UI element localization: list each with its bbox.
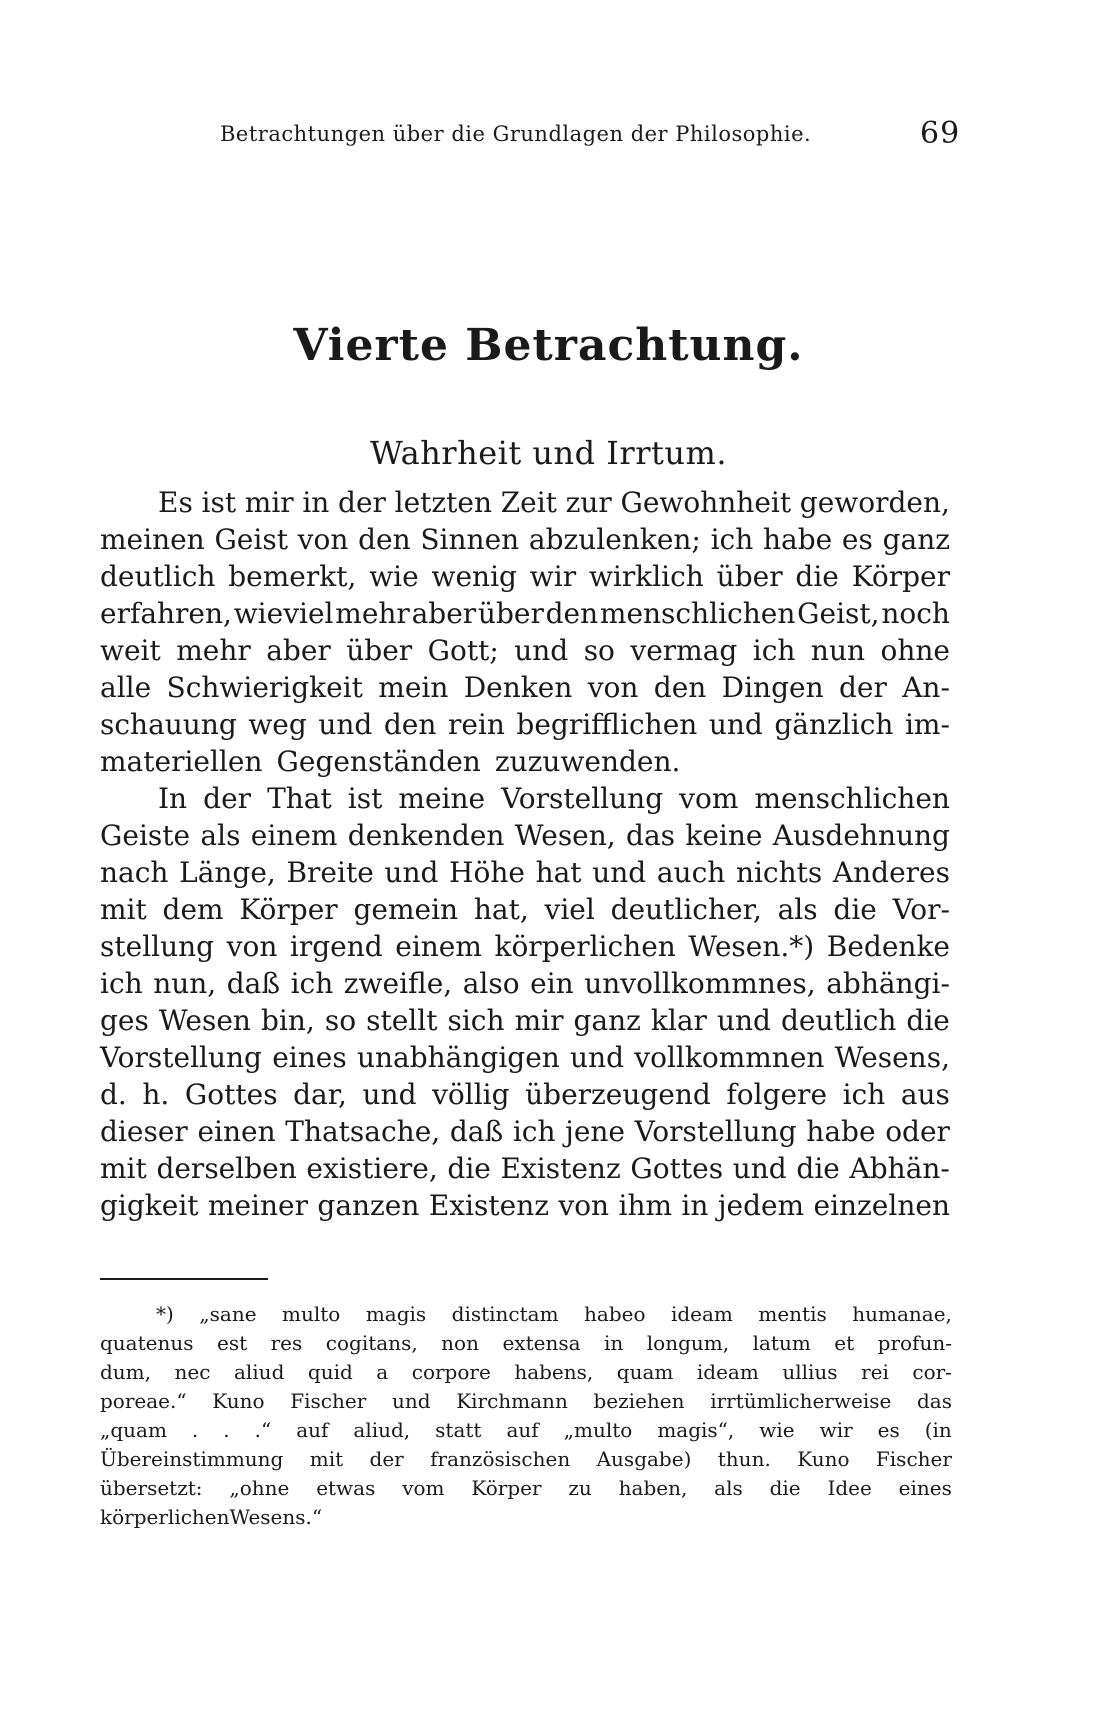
footnote-line: übersetzt: „ohne etwas vom Körper zu haben, als die Idee eines <box>100 1476 952 1500</box>
body-text <box>100 484 950 1224</box>
body-line: Es ist mir in der letzten Zeit zur Gewohnheit geworden, <box>158 486 950 519</box>
body-line: alle Schwierigkeit mein Denken von den Dingen der An- <box>100 671 950 704</box>
body-line: ich nun, daß ich zweifle, also ein unvollkommnes, abhängi- <box>100 967 950 1000</box>
footnote-line: „quam . . .“ auf aliud, statt auf „multo magis“, wie wir es (in <box>100 1418 952 1442</box>
body-line: dieser einen Thatsache, daß ich jene Vorstellung habe oder <box>100 1115 950 1148</box>
footnote-line: quatenus est res cogitans, non extensa in longum, latum et profun- <box>100 1331 952 1355</box>
footnotes <box>100 1300 952 1532</box>
footnote-line: *) „sane multo magis distinctam habeo ideam mentis humanae, <box>156 1302 952 1326</box>
footnote-line: Übereinstimmung mit der französischen Ausgabe) thun. Kuno Fischer <box>100 1447 952 1471</box>
body-line: Geiste als einem denkenden Wesen, das keine Ausdehnung <box>100 819 950 852</box>
chapter-title: Vierte Betrachtung. <box>293 320 804 371</box>
body-line: weit mehr aber über Gott; und so vermag ich nun ohne <box>100 634 950 667</box>
section-title: Wahrheit und Irrtum. <box>370 434 727 472</box>
body-line: schauung weg und den rein begrifflichen und gänzlich im- <box>100 708 950 741</box>
body-line: ges Wesen bin, so stellt sich mir ganz klar und deutlich die <box>100 1004 950 1037</box>
body-line: d. h. Gottes dar, und völlig überzeugend folgere ich aus <box>100 1078 950 1111</box>
body-line: meinen Geist von den Sinnen abzulenken; ich habe es ganz <box>100 523 950 556</box>
body-line: erfahren, wieviel mehr aber über den menschlichen Geist, noch <box>100 597 950 630</box>
body-line: stellung von irgend einem körperlichen Wesen.*) Bedenke <box>100 930 950 963</box>
page-number: 69 <box>920 116 961 151</box>
body-line: deutlich bemerkt, wie wenig wir wirklich über die Körper <box>100 560 950 593</box>
footnote-divider <box>100 1278 268 1280</box>
footnote-line: körperlichen Wesens.“ <box>100 1505 323 1529</box>
footnote-line: dum, nec aliud quid a corpore habens, quam ideam ullius rei cor- <box>100 1360 952 1384</box>
body-line: In der That ist meine Vorstellung vom menschlichen <box>158 782 950 815</box>
body-line: nach Länge, Breite und Höhe hat und auch nichts Anderes <box>100 856 950 889</box>
body-line: mit derselben existiere, die Existenz Gottes und die Abhän- <box>100 1152 950 1185</box>
body-line: mit dem Körper gemein hat, viel deutlicher, als die Vor- <box>100 893 950 926</box>
running-header-title: Betrachtungen über die Grundlagen der Philosophie. <box>220 122 812 146</box>
footnote-line: poreae.“ Kuno Fischer und Kirchmann beziehen irrtümlicherweise das <box>100 1389 952 1413</box>
body-line: Vorstellung eines unabhängigen und vollkommnen Wesens, <box>100 1041 950 1074</box>
body-line: gigkeit meiner ganzen Existenz von ihm in jedem einzelnen <box>100 1189 950 1222</box>
body-line: materiellen Gegenständen zuzuwenden. <box>100 745 681 778</box>
